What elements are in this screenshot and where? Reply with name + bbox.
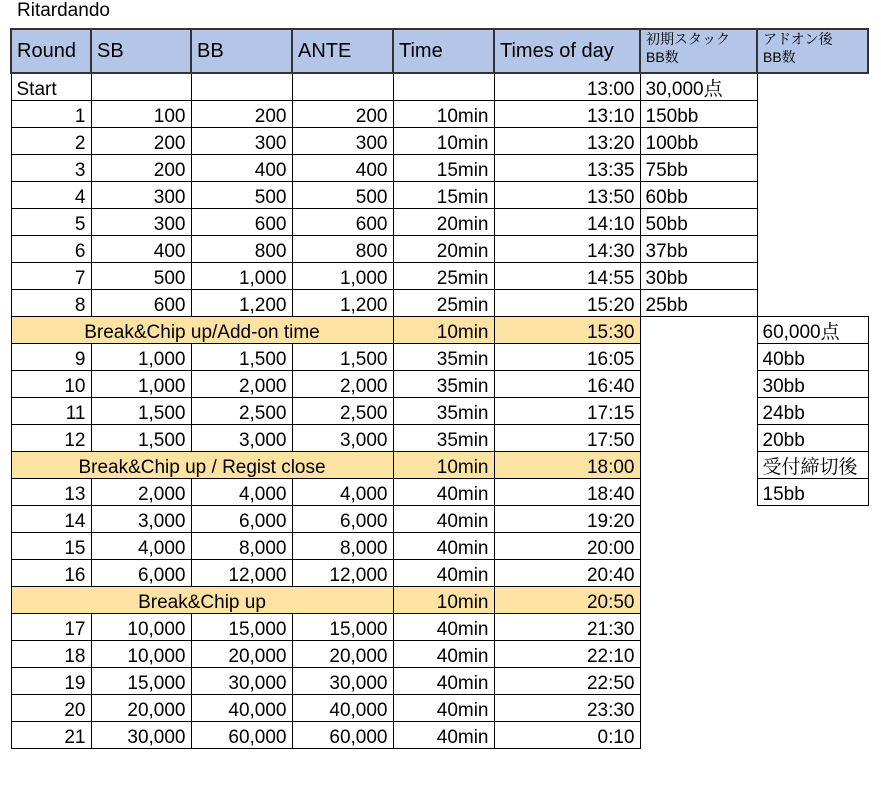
round-number: 18 (11, 641, 91, 668)
round-number: 4 (11, 182, 91, 209)
small-blind: 1,000 (91, 344, 191, 371)
table-row (11, 128, 868, 155)
small-blind: 4,000 (91, 533, 191, 560)
table-row (11, 398, 868, 425)
addon-stack-bb: 20bb (757, 425, 868, 452)
small-blind: 6,000 (91, 560, 191, 587)
time-of-day: 16:05 (494, 344, 640, 371)
round-number: 16 (11, 560, 91, 587)
initial-stack-bb: 60bb (640, 182, 757, 209)
ante: 3,000 (292, 425, 393, 452)
level-time: 10min (393, 128, 494, 155)
header-sb: SB (91, 29, 191, 73)
table-row (11, 236, 868, 263)
table-row (11, 371, 868, 398)
small-blind: 300 (91, 182, 191, 209)
round-number: 1 (11, 101, 91, 128)
big-blind: 8,000 (191, 533, 292, 560)
small-blind: 500 (91, 263, 191, 290)
initial-stack-bb: 100bb (640, 128, 757, 155)
ante: 20,000 (292, 641, 393, 668)
addon-stack-bb (757, 506, 868, 533)
small-blind: 1,000 (91, 371, 191, 398)
ante: 2,500 (292, 398, 393, 425)
ante: 300 (292, 128, 393, 155)
addon-stack-bb: 15bb (757, 479, 868, 506)
big-blind: 300 (191, 128, 292, 155)
break-row (11, 452, 868, 479)
break-label: Break&Chip up/Add-on time (11, 317, 393, 344)
level-time: 40min (393, 614, 494, 641)
big-blind: 2,500 (191, 398, 292, 425)
ante: 500 (292, 182, 393, 209)
header-addon: アドオン後 BB数 (757, 29, 868, 73)
level-time: 40min (393, 722, 494, 749)
level-time: 25min (393, 263, 494, 290)
small-blind: 200 (91, 128, 191, 155)
big-blind: 4,000 (191, 479, 292, 506)
initial-stack-bb: 37bb (640, 236, 757, 263)
blind-structure-table (10, 28, 869, 749)
addon-stack-bb: 24bb (757, 398, 868, 425)
break-time: 10min (393, 587, 494, 614)
big-blind: 3,000 (191, 425, 292, 452)
small-blind: 2,000 (91, 479, 191, 506)
ante: 400 (292, 155, 393, 182)
ante: 6,000 (292, 506, 393, 533)
round-number: 8 (11, 290, 91, 317)
table-row (11, 614, 868, 641)
time-of-day: 13:20 (494, 128, 640, 155)
table-row (11, 263, 868, 290)
big-blind: 500 (191, 182, 292, 209)
addon-cell: 60,000点 (757, 317, 868, 344)
level-time: 40min (393, 695, 494, 722)
time-of-day: 14:10 (494, 209, 640, 236)
addon-stack-bb: 30bb (757, 371, 868, 398)
ante: 1,200 (292, 290, 393, 317)
level-time: 40min (393, 560, 494, 587)
table-row (11, 344, 868, 371)
time-of-day: 20:00 (494, 533, 640, 560)
header-round: Round (11, 29, 91, 73)
time-of-day: 14:55 (494, 263, 640, 290)
round-number: 14 (11, 506, 91, 533)
round-number: 20 (11, 695, 91, 722)
big-blind: 30,000 (191, 668, 292, 695)
table-row (11, 479, 868, 506)
big-blind: 15,000 (191, 614, 292, 641)
break-label: Break&Chip up (11, 587, 393, 614)
level-time: 40min (393, 641, 494, 668)
header-initial-stack: 初期スタック BB数 (640, 29, 757, 73)
small-blind: 300 (91, 209, 191, 236)
ante: 1,000 (292, 263, 393, 290)
break-time-of-day: 20:50 (494, 587, 640, 614)
addon-stack-bb (757, 560, 868, 587)
round-number: 12 (11, 425, 91, 452)
level-time: 20min (393, 236, 494, 263)
big-blind: 1,200 (191, 290, 292, 317)
time-of-day: 18:40 (494, 479, 640, 506)
ante: 12,000 (292, 560, 393, 587)
big-blind: 200 (191, 101, 292, 128)
table-row (11, 101, 868, 128)
break-time-of-day: 18:00 (494, 452, 640, 479)
ante: 1,500 (292, 344, 393, 371)
ante: 2,000 (292, 371, 393, 398)
small-blind: 10,000 (91, 641, 191, 668)
big-blind: 600 (191, 209, 292, 236)
initial-stack-bb: 75bb (640, 155, 757, 182)
big-blind: 40,000 (191, 695, 292, 722)
time-of-day: 13:35 (494, 155, 640, 182)
round-number: 5 (11, 209, 91, 236)
time-of-day: 0:10 (494, 722, 640, 749)
header-times-of-day: Times of day (494, 29, 640, 73)
ante: 8,000 (292, 533, 393, 560)
time-of-day: 23:30 (494, 695, 640, 722)
sheet-title: Ritardando (17, 0, 110, 21)
small-blind: 200 (91, 155, 191, 182)
big-blind: 800 (191, 236, 292, 263)
ante: 60,000 (292, 722, 393, 749)
time-of-day: 13:50 (494, 182, 640, 209)
break-time-of-day: 15:30 (494, 317, 640, 344)
table-row (11, 182, 868, 209)
big-blind: 1,000 (191, 263, 292, 290)
break-time: 10min (393, 317, 494, 344)
round-number: 15 (11, 533, 91, 560)
time-of-day: 14:30 (494, 236, 640, 263)
start-label: Start (11, 73, 91, 101)
time-of-day: 17:50 (494, 425, 640, 452)
round-number: 21 (11, 722, 91, 749)
round-number: 3 (11, 155, 91, 182)
level-time: 15min (393, 155, 494, 182)
small-blind: 100 (91, 101, 191, 128)
level-time: 35min (393, 371, 494, 398)
start-row (11, 73, 868, 101)
round-number: 13 (11, 479, 91, 506)
round-number: 17 (11, 614, 91, 641)
round-number: 7 (11, 263, 91, 290)
ante: 600 (292, 209, 393, 236)
level-time: 40min (393, 506, 494, 533)
break-label: Break&Chip up / Regist close (11, 452, 393, 479)
ante: 200 (292, 101, 393, 128)
level-time: 40min (393, 479, 494, 506)
small-blind: 20,000 (91, 695, 191, 722)
time-of-day: 15:20 (494, 290, 640, 317)
big-blind: 2,000 (191, 371, 292, 398)
round-number: 6 (11, 236, 91, 263)
time-of-day: 17:15 (494, 398, 640, 425)
initial-stack-bb: 150bb (640, 101, 757, 128)
small-blind: 400 (91, 236, 191, 263)
time-of-day: 22:10 (494, 641, 640, 668)
small-blind: 1,500 (91, 398, 191, 425)
small-blind: 600 (91, 290, 191, 317)
table-row (11, 722, 868, 749)
start-stack: 30,000点 (640, 73, 757, 101)
table-row (11, 425, 868, 452)
time-of-day: 19:20 (494, 506, 640, 533)
ante: 30,000 (292, 668, 393, 695)
table-row (11, 641, 868, 668)
level-time: 15min (393, 182, 494, 209)
table-row (11, 560, 868, 587)
addon-stack-bb (757, 533, 868, 560)
ante: 4,000 (292, 479, 393, 506)
initial-stack-bb: 30bb (640, 263, 757, 290)
time-of-day: 13:10 (494, 101, 640, 128)
table-row (11, 209, 868, 236)
table-row (11, 668, 868, 695)
round-number: 19 (11, 668, 91, 695)
time-of-day: 22:50 (494, 668, 640, 695)
ante: 800 (292, 236, 393, 263)
initial-stack-bb: 50bb (640, 209, 757, 236)
round-number: 9 (11, 344, 91, 371)
header-row (11, 29, 868, 73)
round-number: 2 (11, 128, 91, 155)
level-time: 35min (393, 398, 494, 425)
small-blind: 30,000 (91, 722, 191, 749)
header-bb: BB (191, 29, 292, 73)
time-of-day: 21:30 (494, 614, 640, 641)
big-blind: 20,000 (191, 641, 292, 668)
time-of-day: 20:40 (494, 560, 640, 587)
level-time: 10min (393, 101, 494, 128)
big-blind: 6,000 (191, 506, 292, 533)
break-row (11, 587, 868, 614)
level-time: 35min (393, 425, 494, 452)
table-row (11, 155, 868, 182)
small-blind: 3,000 (91, 506, 191, 533)
break-time: 10min (393, 452, 494, 479)
start-time-of-day: 13:00 (494, 73, 640, 101)
ante: 40,000 (292, 695, 393, 722)
ante: 15,000 (292, 614, 393, 641)
big-blind: 400 (191, 155, 292, 182)
round-number: 10 (11, 371, 91, 398)
table-row (11, 290, 868, 317)
break-row (11, 317, 868, 344)
addon-cell: 受付締切後 (757, 452, 868, 479)
table-row (11, 533, 868, 560)
big-blind: 12,000 (191, 560, 292, 587)
header-time: Time (393, 29, 494, 73)
table-row (11, 695, 868, 722)
level-time: 40min (393, 533, 494, 560)
small-blind: 10,000 (91, 614, 191, 641)
big-blind: 1,500 (191, 344, 292, 371)
level-time: 25min (393, 290, 494, 317)
small-blind: 1,500 (91, 425, 191, 452)
big-blind: 60,000 (191, 722, 292, 749)
initial-stack-bb: 25bb (640, 290, 757, 317)
round-number: 11 (11, 398, 91, 425)
level-time: 40min (393, 668, 494, 695)
time-of-day: 16:40 (494, 371, 640, 398)
header-ante: ANTE (292, 29, 393, 73)
table-row (11, 506, 868, 533)
level-time: 20min (393, 209, 494, 236)
level-time: 35min (393, 344, 494, 371)
small-blind: 15,000 (91, 668, 191, 695)
addon-stack-bb: 40bb (757, 344, 868, 371)
